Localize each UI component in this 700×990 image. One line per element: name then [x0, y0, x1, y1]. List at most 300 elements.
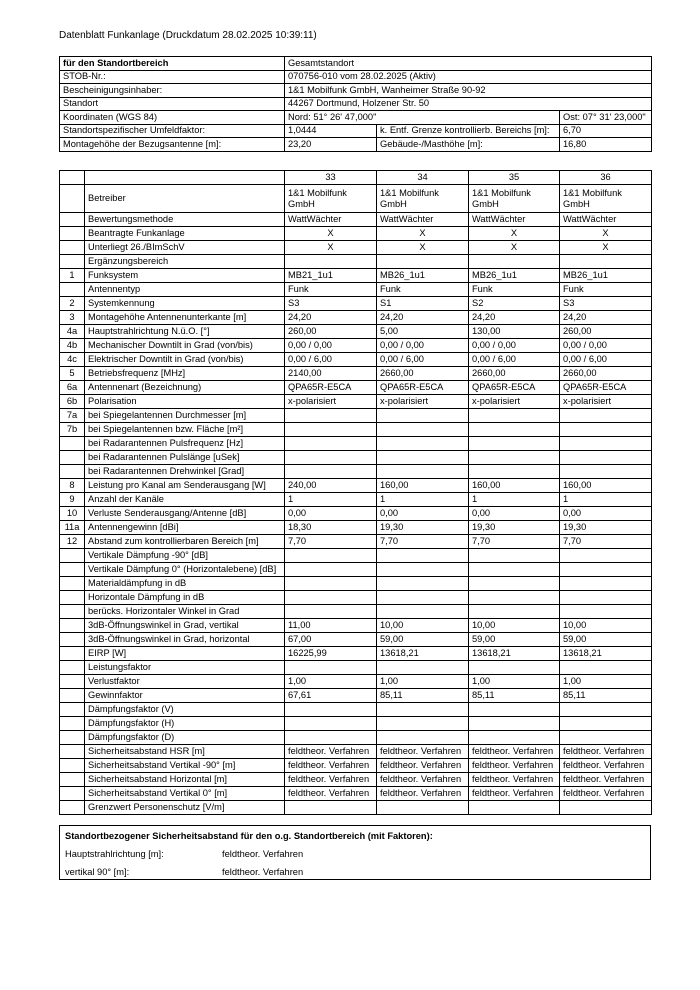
table-row — [60, 395, 652, 409]
table-row — [60, 549, 652, 563]
table-cell: 19,30 — [560, 521, 652, 535]
table-row — [60, 577, 652, 591]
row-number: 5 — [60, 367, 85, 381]
table-cell: X — [469, 241, 560, 255]
table-row — [60, 759, 652, 773]
standort-label: Standort — [60, 97, 285, 111]
table-cell: 85,11 — [560, 689, 652, 703]
row-label: Antennengewinn [dBi] — [85, 521, 285, 535]
table-row — [60, 283, 652, 297]
table-cell — [377, 437, 469, 451]
table-cell — [285, 563, 377, 577]
row-label: Montagehöhe Antennenunterkante [m] — [85, 311, 285, 325]
row-label: Materialdämpfung in dB — [85, 577, 285, 591]
table-cell — [285, 661, 377, 675]
row-label: Leistungsfaktor — [85, 661, 285, 675]
row-number: 12 — [60, 535, 85, 549]
row-label: Bewertungsmethode — [85, 213, 285, 227]
row-label: Sicherheitsabstand Vertikal -90° [m] — [85, 759, 285, 773]
table-cell: 85,11 — [469, 689, 560, 703]
row-label: Sicherheitsabstand HSR [m] — [85, 745, 285, 759]
table-cell — [469, 549, 560, 563]
row-number: 9 — [60, 493, 85, 507]
row-label: Antennenart (Bezeichnung) — [85, 381, 285, 395]
row-label: Dämpfungsfaktor (H) — [85, 717, 285, 731]
table-cell: 59,00 — [377, 633, 469, 647]
table-cell: 2660,00 — [377, 367, 469, 381]
table-cell: 1 — [469, 493, 560, 507]
table-cell: 160,00 — [560, 479, 652, 493]
row-label: Gewinnfaktor — [85, 689, 285, 703]
row-label: Dämpfungsfaktor (V) — [85, 703, 285, 717]
header-row-inhaber — [60, 84, 652, 98]
koordinaten-ost: Ost: 07° 31' 23,000" — [560, 111, 652, 125]
table-cell: S2 — [469, 297, 560, 311]
row-label: Beantragte Funkanlage — [85, 227, 285, 241]
table-cell: 59,00 — [469, 633, 560, 647]
row-number: 7a — [60, 409, 85, 423]
row-number: 7b — [60, 423, 85, 437]
table-cell: 1&1 Mobilfunk GmbH — [377, 185, 469, 213]
table-row — [60, 521, 652, 535]
header-row-koordinaten — [60, 111, 652, 125]
row-label: Grenzwert Personenschutz [V/m] — [85, 801, 285, 815]
row-number: 10 — [60, 507, 85, 521]
table-row — [60, 507, 652, 521]
table-cell — [285, 451, 377, 465]
table-cell: feldtheor. Verfahren — [469, 745, 560, 759]
table-cell: 7,70 — [469, 535, 560, 549]
table-row — [60, 745, 652, 759]
header-row-montage — [60, 138, 652, 152]
table-cell: X — [377, 241, 469, 255]
stob-label: STOB-Nr.: — [60, 70, 285, 84]
header-row-umfeld — [60, 124, 652, 138]
table-cell: feldtheor. Verfahren — [560, 759, 652, 773]
header-nr-cell — [60, 171, 85, 185]
row-number: 6a — [60, 381, 85, 395]
row-label: Verluste Senderausgang/Antenne [dB] — [85, 507, 285, 521]
row-label: Verlustfaktor — [85, 675, 285, 689]
row-label: 3dB-Öffnungswinkel in Grad, vertikal — [85, 619, 285, 633]
table-cell — [560, 661, 652, 675]
standort-value: 44267 Dortmund, Holzener Str. 50 — [285, 97, 652, 111]
table-cell: 0,00 / 0,00 — [377, 339, 469, 353]
umfeld-label: Standortspezifischer Umfeldfaktor: — [60, 124, 285, 138]
table-cell — [377, 801, 469, 815]
table-cell — [469, 661, 560, 675]
row-label: Ergänzungsbereich — [85, 255, 285, 269]
table-cell — [285, 703, 377, 717]
table-cell — [560, 563, 652, 577]
table-row — [60, 241, 652, 255]
row-number — [60, 773, 85, 787]
table-cell: feldtheor. Verfahren — [469, 773, 560, 787]
row-number — [60, 283, 85, 297]
row-number — [60, 787, 85, 801]
table-cell: 13618,21 — [560, 647, 652, 661]
table-cell — [377, 591, 469, 605]
row-label: Mechanischer Downtilt in Grad (von/bis) — [85, 339, 285, 353]
table-cell: X — [285, 241, 377, 255]
table-cell: QPA65R-E5CA — [285, 381, 377, 395]
table-cell: 67,61 — [285, 689, 377, 703]
table-cell — [285, 255, 377, 269]
table-row — [60, 297, 652, 311]
row-label: EIRP [W] — [85, 647, 285, 661]
row-label: Vertikale Dämpfung -90° [dB] — [85, 549, 285, 563]
table-cell — [377, 465, 469, 479]
table-row — [60, 213, 652, 227]
table-cell: 260,00 — [285, 325, 377, 339]
table-row — [60, 535, 652, 549]
table-row — [60, 661, 652, 675]
table-row — [60, 773, 652, 787]
table-cell: 1&1 Mobilfunk GmbH — [469, 185, 560, 213]
table-cell: x-polarisiert — [377, 395, 469, 409]
table-cell — [560, 605, 652, 619]
table-row — [60, 423, 652, 437]
row-label: Horizontale Dämpfung in dB — [85, 591, 285, 605]
table-cell — [377, 255, 469, 269]
table-row — [60, 381, 652, 395]
table-cell: QPA65R-E5CA — [469, 381, 560, 395]
table-cell — [285, 465, 377, 479]
row-number — [60, 255, 85, 269]
table-row — [60, 409, 652, 423]
table-cell — [469, 703, 560, 717]
table-row — [60, 787, 652, 801]
table-cell: 1 — [377, 493, 469, 507]
table-cell: 160,00 — [377, 479, 469, 493]
row-label: bei Radarantennen Pulsfrequenz [Hz] — [85, 437, 285, 451]
row-label: bei Radarantennen Pulslänge [uSek] — [85, 451, 285, 465]
mast-label: Gebäude-/Masthöhe [m]: — [377, 138, 560, 152]
table-row — [60, 465, 652, 479]
row-number — [60, 731, 85, 745]
montage-value: 23,20 — [285, 138, 377, 152]
table-cell — [285, 409, 377, 423]
row-number — [60, 577, 85, 591]
table-cell: 0,00 / 6,00 — [560, 353, 652, 367]
column-header-row — [60, 171, 652, 185]
table-cell: 10,00 — [377, 619, 469, 633]
table-row — [60, 731, 652, 745]
row-label: Funksystem — [85, 269, 285, 283]
table-cell — [377, 423, 469, 437]
table-cell: 24,20 — [285, 311, 377, 325]
table-cell — [469, 605, 560, 619]
row-number — [60, 675, 85, 689]
row-number — [60, 647, 85, 661]
table-cell: 0,00 — [285, 507, 377, 521]
table-cell: 0,00 — [560, 507, 652, 521]
table-cell — [469, 423, 560, 437]
table-cell — [560, 423, 652, 437]
table-cell: 0,00 / 0,00 — [285, 339, 377, 353]
table-row — [60, 269, 652, 283]
table-cell: x-polarisiert — [560, 395, 652, 409]
row-label: Abstand zum kontrollierbaren Bereich [m] — [85, 535, 285, 549]
table-cell: 18,30 — [285, 521, 377, 535]
table-row — [60, 675, 652, 689]
row-number: 11a — [60, 521, 85, 535]
column-header: 34 — [377, 171, 469, 185]
table-cell: feldtheor. Verfahren — [377, 759, 469, 773]
table-cell — [285, 549, 377, 563]
table-cell: S3 — [285, 297, 377, 311]
table-cell: 85,11 — [377, 689, 469, 703]
table-cell: feldtheor. Verfahren — [285, 745, 377, 759]
row-number — [60, 703, 85, 717]
table-cell — [377, 451, 469, 465]
table-cell: 1,00 — [469, 675, 560, 689]
table-cell: 2660,00 — [560, 367, 652, 381]
table-cell: 130,00 — [469, 325, 560, 339]
summary-vertical-label: vertikal 90° [m]: — [65, 867, 130, 877]
table-cell: 59,00 — [560, 633, 652, 647]
table-cell: S3 — [560, 297, 652, 311]
table-cell — [560, 577, 652, 591]
table-row — [60, 451, 652, 465]
inhaber-label: Bescheinigungsinhaber: — [60, 84, 285, 98]
row-label: Anzahl der Kanäle — [85, 493, 285, 507]
summary-hsr-label: Hauptstrahlrichtung [m]: — [65, 849, 164, 859]
header-row-standortbereich — [60, 57, 652, 71]
row-label: 3dB-Öffnungswinkel in Grad, horizontal — [85, 633, 285, 647]
table-cell — [560, 731, 652, 745]
table-cell: x-polarisiert — [469, 395, 560, 409]
table-row — [60, 801, 652, 815]
row-label: Unterliegt 26./BImSchV — [85, 241, 285, 255]
table-cell: X — [469, 227, 560, 241]
table-row — [60, 703, 652, 717]
table-cell — [469, 255, 560, 269]
table-cell: 67,00 — [285, 633, 377, 647]
table-cell: 13618,21 — [469, 647, 560, 661]
table-cell: Funk — [285, 283, 377, 297]
table-cell — [285, 437, 377, 451]
summary-vertical-value: feldtheor. Verfahren — [222, 867, 304, 877]
row-number — [60, 437, 85, 451]
row-number — [60, 605, 85, 619]
row-label: bei Spiegelantennen Durchmesser [m] — [85, 409, 285, 423]
koordinaten-label: Koordinaten (WGS 84) — [60, 111, 285, 125]
table-cell — [469, 437, 560, 451]
table-row — [60, 311, 652, 325]
row-number — [60, 717, 85, 731]
table-cell — [285, 577, 377, 591]
table-cell — [469, 465, 560, 479]
antenna-data-table — [59, 170, 652, 815]
table-cell: WattWächter — [285, 213, 377, 227]
table-cell — [377, 703, 469, 717]
table-cell — [560, 451, 652, 465]
table-cell: 1&1 Mobilfunk GmbH — [560, 185, 652, 213]
header-row-stob — [60, 70, 652, 84]
grenze-label: k. Entf. Grenze kontrollierb. Bereichs [m]: — [377, 124, 560, 138]
row-label: Dämpfungsfaktor (D) — [85, 731, 285, 745]
table-cell: 160,00 — [469, 479, 560, 493]
table-cell: 0,00 / 6,00 — [285, 353, 377, 367]
table-cell — [469, 563, 560, 577]
row-label: Sicherheitsabstand Vertikal 0° [m] — [85, 787, 285, 801]
standortbereich-value: Gesamtstandort — [285, 57, 652, 71]
header-label-cell — [85, 171, 285, 185]
table-cell — [560, 717, 652, 731]
table-row — [60, 605, 652, 619]
grenze-value: 6,70 — [560, 124, 652, 138]
montage-label: Montagehöhe der Bezugsantenne [m]: — [60, 138, 285, 152]
table-cell: feldtheor. Verfahren — [285, 759, 377, 773]
row-label: Systemkennung — [85, 297, 285, 311]
table-cell: 13618,21 — [377, 647, 469, 661]
summary-title: Standortbezogener Sicherheitsabstand für den o.g. Standortbereich (mit Faktoren): — [65, 831, 433, 841]
table-cell: 19,30 — [377, 521, 469, 535]
table-cell — [285, 801, 377, 815]
koordinaten-nord: Nord: 51° 26' 47,000" — [285, 111, 560, 125]
table-row — [60, 339, 652, 353]
row-number — [60, 549, 85, 563]
location-info-table — [59, 56, 652, 152]
row-label: berücks. Horizontaler Winkel in Grad — [85, 605, 285, 619]
table-cell: 2140,00 — [285, 367, 377, 381]
table-cell — [377, 717, 469, 731]
table-cell: WattWächter — [469, 213, 560, 227]
table-cell: feldtheor. Verfahren — [377, 773, 469, 787]
table-cell — [560, 409, 652, 423]
row-number — [60, 465, 85, 479]
row-number — [60, 661, 85, 675]
row-number: 4c — [60, 353, 85, 367]
table-cell: S1 — [377, 297, 469, 311]
table-cell: 16225,99 — [285, 647, 377, 661]
table-row — [60, 437, 652, 451]
row-number — [60, 619, 85, 633]
table-cell: 0,00 — [377, 507, 469, 521]
row-label: bei Radarantennen Drehwinkel [Grad] — [85, 465, 285, 479]
page-title: Datenblatt Funkanlage (Druckdatum 28.02.2025 10:39:11) — [59, 30, 317, 41]
column-header: 33 — [285, 171, 377, 185]
row-label: Polarisation — [85, 395, 285, 409]
table-cell — [469, 451, 560, 465]
table-cell: 260,00 — [560, 325, 652, 339]
row-number — [60, 227, 85, 241]
row-label: Betriebsfrequenz [MHz] — [85, 367, 285, 381]
table-cell: X — [377, 227, 469, 241]
table-cell: 0,00 — [469, 507, 560, 521]
row-number: 1 — [60, 269, 85, 283]
table-cell: MB21_1u1 — [285, 269, 377, 283]
table-cell — [469, 591, 560, 605]
table-cell: WattWächter — [560, 213, 652, 227]
table-row — [60, 689, 652, 703]
table-cell: feldtheor. Verfahren — [377, 787, 469, 801]
table-cell: 7,70 — [560, 535, 652, 549]
table-cell: 5,00 — [377, 325, 469, 339]
table-cell — [285, 591, 377, 605]
row-label: Elektrischer Downtilt in Grad (von/bis) — [85, 353, 285, 367]
table-cell — [469, 717, 560, 731]
inhaber-value: 1&1 Mobilfunk GmbH, Wanheimer Straße 90-92 — [285, 84, 652, 98]
table-row — [60, 367, 652, 381]
stob-value: 070756-010 vom 28.02.2025 (Aktiv) — [285, 70, 652, 84]
table-cell: QPA65R-E5CA — [377, 381, 469, 395]
table-row — [60, 647, 652, 661]
row-number: 6b — [60, 395, 85, 409]
table-row — [60, 325, 652, 339]
row-number — [60, 801, 85, 815]
table-row — [60, 717, 652, 731]
standortbereich-label: für den Standortbereich — [60, 57, 285, 71]
table-cell — [377, 577, 469, 591]
row-label: Vertikale Dämpfung 0° (Horizontalebene) [dB] — [85, 563, 285, 577]
table-cell: Funk — [560, 283, 652, 297]
row-number — [60, 745, 85, 759]
table-cell: 10,00 — [469, 619, 560, 633]
table-cell: feldtheor. Verfahren — [469, 787, 560, 801]
row-number: 4a — [60, 325, 85, 339]
row-number — [60, 633, 85, 647]
summary-hsr-value: feldtheor. Verfahren — [222, 849, 304, 859]
header-row-standort — [60, 97, 652, 111]
row-number: 2 — [60, 297, 85, 311]
table-cell — [285, 605, 377, 619]
table-cell: feldtheor. Verfahren — [560, 773, 652, 787]
table-cell: 7,70 — [285, 535, 377, 549]
table-row — [60, 353, 652, 367]
table-row — [60, 185, 652, 213]
table-cell — [469, 409, 560, 423]
table-cell — [560, 591, 652, 605]
table-row — [60, 493, 652, 507]
table-cell — [560, 801, 652, 815]
row-number — [60, 185, 85, 213]
row-number — [60, 563, 85, 577]
table-cell — [377, 661, 469, 675]
table-row — [60, 591, 652, 605]
table-cell — [560, 703, 652, 717]
table-row — [60, 633, 652, 647]
row-label: Sicherheitsabstand Horizontal [m] — [85, 773, 285, 787]
row-number: 4b — [60, 339, 85, 353]
table-cell: 24,20 — [377, 311, 469, 325]
table-cell: feldtheor. Verfahren — [377, 745, 469, 759]
table-cell: 0,00 / 0,00 — [469, 339, 560, 353]
row-number: 3 — [60, 311, 85, 325]
row-label: Antennentyp — [85, 283, 285, 297]
table-cell: feldtheor. Verfahren — [469, 759, 560, 773]
table-cell: 1,00 — [377, 675, 469, 689]
table-cell — [469, 801, 560, 815]
table-cell: feldtheor. Verfahren — [560, 745, 652, 759]
table-cell — [285, 717, 377, 731]
table-row — [60, 563, 652, 577]
table-cell: feldtheor. Verfahren — [285, 787, 377, 801]
table-cell: 2660,00 — [469, 367, 560, 381]
table-cell: feldtheor. Verfahren — [560, 787, 652, 801]
table-cell: MB26_1u1 — [469, 269, 560, 283]
table-cell: 1 — [285, 493, 377, 507]
table-cell — [377, 549, 469, 563]
table-cell: 19,30 — [469, 521, 560, 535]
table-cell: 1,00 — [560, 675, 652, 689]
table-cell — [560, 255, 652, 269]
table-cell — [560, 465, 652, 479]
row-number — [60, 241, 85, 255]
table-cell: X — [285, 227, 377, 241]
row-number — [60, 591, 85, 605]
